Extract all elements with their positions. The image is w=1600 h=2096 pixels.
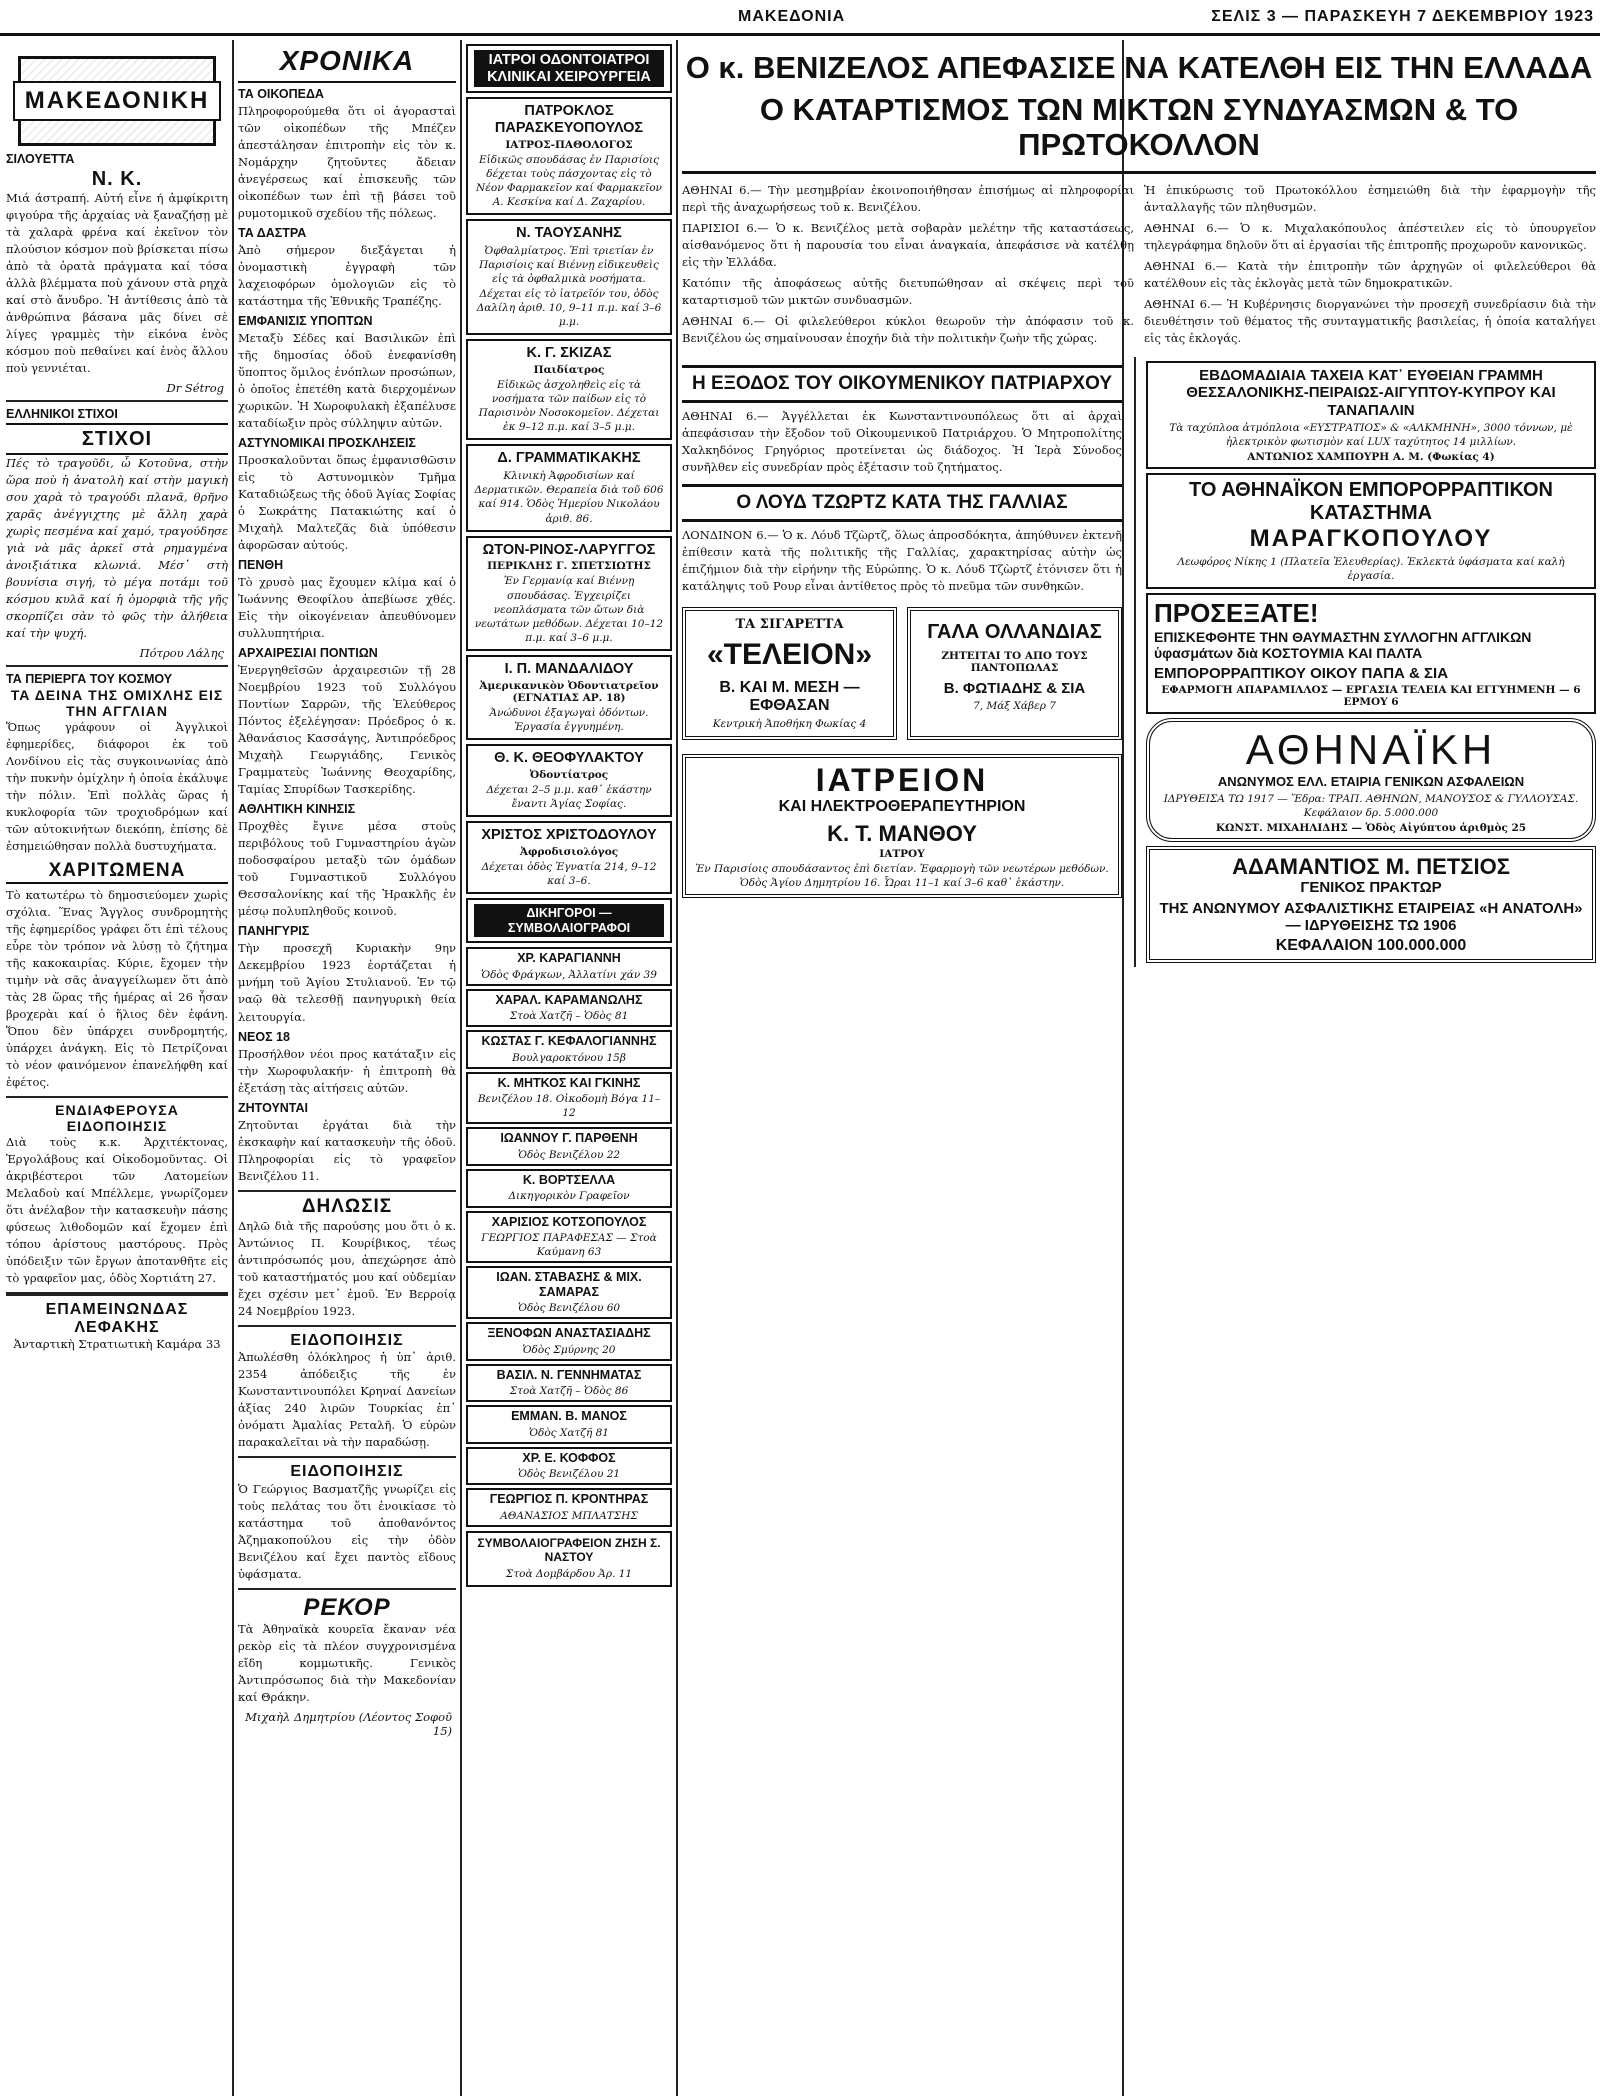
chronicle-text: Τὴν προσεχῆ Κυριακὴν 9ην Δεκεμβρίου 1923 ἑορτάζεται ἡ μνήμη τοῦ Ἁγίου Στυλιανοῦ. Ἐν τῷ ναῷ θὰ τελεσθῇ πανηγυρικὴ θεία λειτουργία.	[238, 941, 456, 1024]
article-text: Τὸ κατωτέρω τὸ δημοσιεύομεν χωρὶς σχόλια. Ἕνας Ἄγγλος συνδρομητὴς τῆς ἐφημερίδος γράφει ὅτι ἐπὶ τέλους εὗρε τὸν τρόπον νὰ λύσῃ τὸ ζήτημα τῆς κακοκαιρίας. Κύριε, ἔχομεν τὴν τιμὴν νὰ σᾶς ἀναγγείλωμεν ὅτι ἀπὸ τὰς 28 ὥρας τῆς ἡμέρας αἱ 26 ἦσαν βροχερὰι καί ὁ ἥλιος δὲν ἐφάνη. Ὅπου δὲν ὑπάρχει συνδρομητής, ὑπάρχει ἀνάγκη. Εἰς τὸ Πετρίζοναι τὸ νέον φαινόμενον ἐπανελήφθη καί ἐφέτος.	[6, 888, 228, 1090]
attention-ad	[1146, 593, 1596, 714]
lower-main-left	[682, 357, 1122, 967]
lawyer-name: ΧΑΡΑΛ. ΚΑΡΑΜΑΝΩΛΗΣ	[495, 992, 643, 1007]
clinic-subtitle: ΚΑΙ ΗΛΕΚΤΡΟΘΕΡΑΠΕΥΤΗΡΙΟΝ	[778, 798, 1026, 816]
doctor-ad	[466, 219, 672, 335]
doctor-details: Ἐν Γερμανίᾳ καί Βιέννῃ σπουδάσας. Ἐγχειρίζει νεοπλάσματα τῶν ὤτων διὰ νεωτάτων μεθόδων. Δέχεται 10–12 π.μ. καί 3–6 μ.μ.	[474, 575, 664, 645]
lead-paragraph: ΑΘΗΝΑΙ 6.— Κατὰ τὴν ἐπιτροπὴν τῶν ἀρχηγῶν οἱ φιλελεύθεροι θὰ κατέλθουν εἰς τὰς ἐκλογὰς μετὰ τῶν δημοκρατικῶν.	[1144, 258, 1596, 290]
divider	[6, 1292, 228, 1296]
chronicle-text: Τὸ χρυσὸ μας ἔχουμεν κλίμα καί ὁ Ἰωάννης Θεοφίλου ἀπεβίωσε χθές. Εἰς τὴν οἰκογένειαν ἀπευθύνομεν συλλυπητήρια.	[238, 575, 456, 641]
store-name: ΜΑΡΑΓΚΟΠΟΥΛΟΥ	[1249, 525, 1493, 553]
lawyers-list	[466, 947, 672, 1527]
attention-footer: ΕΦΑΡΜΟΓΗ ΑΠΑΡΑΜΙΛΛΟΣ — ΕΡΓΑΣΙΑ ΤΕΛΕΙΑ ΚΑΙ ΕΓΓΥΗΜΕΝΗ — 6 ΕΡΜΟΥ 6	[1161, 684, 1581, 709]
store-title: ΤΟ ΑΘΗΝΑΪΚΟΝ ΕΜΠΟΡΟΡΡΑΠΤΙΚΟΝ ΚΑΤΑΣΤΗΜΑ	[1189, 479, 1553, 525]
lawyer-name: ΕΜΜΑΝ. Β. ΜΑΝΟΣ	[511, 1409, 627, 1424]
ad-header: ΤΑ ΣΙΓΑΡΕΤΤΑ	[735, 617, 844, 633]
section-label: ΤΑ ΠΕΡΙΕΡΓΑ ΤΟΥ ΚΟΣΜΟΥ	[6, 672, 173, 687]
petsios-company: ΤΗΣ ΑΝΩΝΥΜΟΥ ΑΣΦΑΛΙΣΤΙΚΗΣ ΕΤΑΙΡΕΙΑΣ «Η ΑΝΑΤΟΛΗ» — ΙΔΡΥΘΕΙΣΗΣ ΤΩ 1906	[1159, 899, 1583, 934]
column-rule	[676, 40, 678, 2096]
main-news-area	[682, 40, 1596, 2096]
lawyer-ad	[466, 1488, 672, 1527]
ad-brand: «ΤΕΛΕΙΟΝ»	[706, 638, 873, 672]
lower-main-right	[1134, 357, 1596, 967]
masthead-logo	[18, 56, 216, 146]
chronicle-heading: ΝΕΟΣ 18	[238, 1029, 290, 1044]
doctor-details: Εἰδικῶς σπουδάσας ἐν Παρισίοις δέχεται τοὺς πάσχοντας εἰς τὸ Νέον Φαρμακεῖον καί Φαρμακεῖον Α. Κεσκίνα καί Δ. Ζαχαρίου.	[476, 153, 662, 209]
lead-paragraph: ΑΘΗΝΑΙ 6.— Ὁ κ. Μιχαλακόπουλος ἀπέστειλεν εἰς τὸ ὑπουργεῖον τηλεγράφημα δηλοῦν ὅτι αἱ ἐργασίαι τῆς ἐπιτροπῆς προχωροῦν κανονικῶς.	[1144, 220, 1596, 252]
article-title: ΡΕΚΟΡ	[303, 1593, 391, 1621]
chronicle-heading: ΑΣΤΥΝΟΜΙΚΑΙ ΠΡΟΣΚΛΗΣΕΙΣ	[238, 436, 416, 451]
ad-footer: 7, Μάξ Χάβερ 7	[973, 700, 1056, 713]
doctor-name: ΙΑΤΡΟΙ ΟΔΟΝΤΟΙΑΤΡΟΙ ΚΛΙΝΙΚΑΙ ΧΕΙΡΟΥΡΓΕΙΑ	[474, 50, 664, 87]
chronicle-text: Μεταξὺ Σέδες καί Βασιλικῶν ἐπὶ τῆς δημοσίας ὁδοῦ ἐνεφανίσθη ὕποπτος ὅμιλος ἐνόπλων προσώπων, ὁ ὁποῖος ἐπετέθη κατὰ διερχομένων χωρικῶν. Ἡ Χωροφυλακὴ ἐξαπέλυσε καταδίωξιν πρὸς σύλληψιν αὐτῶν.	[238, 330, 456, 431]
chronicles-title: ΧΡΟΝΙΚΑ	[238, 46, 456, 83]
article-text: Ὅπως γράφουν οἱ Ἀγγλικοὶ ἐφημερίδες, διάφοροι ἐκ τοῦ Λονδίνου εἰς τὰς συγκοινωνίας ἀπὸ τὴν πυκνὴν ὁμίχλην ἡ ὁποία ἐκάλυψε τὴν πόλιν. Ἐπὶ πολλὰς ὥρας ἡ κυκλοφορία τῶν τροχιοδρόμων καί τῶν αὐτοκινήτων διεκόπη, ἐπίσης δὲ ἐσημειώθησαν πολλὰ δυστυχήματα.	[6, 720, 228, 854]
divider	[238, 1588, 456, 1590]
doctor-ad	[466, 97, 672, 215]
page-dateline: ΣΕΛΙΣ 3 — ΠΑΡΑΣΚΕΥΗ 7 ΔΕΚΕΜΒΡΙΟΥ 1923	[1211, 8, 1594, 25]
chronicle-heading: ΤΑ ΟΙΚΟΠΕΔΑ	[238, 86, 324, 101]
petsios-name: ΑΔΑΜΑΝΤΙΟΣ Μ. ΠΕΤΣΙΟΣ	[1232, 854, 1510, 879]
milk-ad	[907, 607, 1122, 739]
lawyer-ad	[466, 1211, 672, 1264]
section-label: ΕΛΛΗΝΙΚΟΙ ΣΤΙΧΟΙ	[6, 407, 118, 422]
lead-paragraph: ΑΘΗΝΑΙ 6.— Οἱ φιλελεύθεροι κύκλοι θεωροῦν τὴν ἀπόφασιν τοῦ κ. Βενιζέλου ὡς σημαίνουσαν ἐποχήν διὰ τὴν πολιτικὴν ζωὴν τῆς χώρας.	[682, 314, 1134, 346]
doctor-name: ΠΑΤΡΟΚΛΟΣ ΠΑΡΑΣΚΕΥΟΠΟΥΛΟΣ	[494, 103, 644, 137]
petsios-capital: ΚΕΦΑΛΑΙΟΝ 100.000.000	[1275, 937, 1467, 955]
chronicle-text: Προσκαλοῦνται ὅπως ἐμφανισθῶσιν εἰς τὸ Αστυνομικὸν Τμῆμα Καταδιώξεως τῆς ὁδοῦ Ἁγίας Σοφίας ὁ Σωκράτης Πατακιώτης καί ὁ Μιχαὴλ Μαλτεζᾶς διὰ ὑπόθεσιν ἀφορῶσαν αὐτούς.	[238, 453, 456, 553]
article-title: ΕΙΔΟΠΟΙΗΣΙΣ	[290, 1331, 404, 1349]
column-rule	[232, 40, 234, 2096]
logo-text: ΜΑΚΕΔΟΝΙΚΗ	[13, 81, 222, 121]
lawyer-name: ΧΡ. ΚΑΡΑΓΙΑΝΝΗ	[517, 951, 621, 966]
divider	[6, 665, 228, 667]
lead-paragraph: ΠΑΡΙΣΙΟΙ 6.— Ὁ κ. Βενιζέλος μετὰ σοβαρὰν μελέτην τῆς καταστάσεως, αἰσθανόμενος ὅτι ἡ παρουσία του εἶναι ἀναγκαία, ἀπεφάσισε νὰ κατέλθῃ εἰς τὴν Ἑλλάδα.	[682, 220, 1134, 269]
notary-address: Στοὰ Δομβάρδου Ἀρ. 11	[505, 1567, 633, 1580]
chronicle-heading: ΖΗΤΟΥΝΤΑΙ	[238, 1100, 309, 1115]
attention-title: ΠΡΟΣΕΞΑΤΕ!	[1154, 598, 1319, 629]
divider	[238, 1456, 456, 1458]
running-header	[0, 0, 1600, 36]
lawyer-address: ΓΕΩΡΓΙΟΣ ΠΑΡΑΦΕΣΑΣ — Στοὰ Καύμανη 63	[481, 1231, 657, 1259]
lloyd-george-text: ΛΟΝΔΙΝΟΝ 6.— Ὁ κ. Λόυδ Τζὼρτζ, ὅλως ἀπροσδόκητα, ἀπηύθυνεν ἐκτενῆ ἐπίθεσιν κατὰ τῆς πολιτικῆς τῆς Γαλλίας, χαρακτηρίσας αὐτὴν ὡς ἐπιζήμιον διὰ τὴν εἰρήνην τῆς Εὐρώπης. Ὁ κ. Λόυδ Τζὼρτζ ἐτόνισεν ὅτι ἡ κατάληψις τοῦ Ρουρ εἶναι ἀντίθετος πρὸς τὸ πνεῦμα τῶν συνθηκῶν.	[682, 528, 1122, 594]
column-rule	[460, 40, 462, 2096]
shipping-agent: ΑΝΤΩΝΙΟΣ ΧΑΜΠΟΥΡΗ Α. Μ. (Φωκίας 4)	[1247, 451, 1495, 464]
doctor-specialty: ΙΑΤΡΟΣ-ΠΑΘΟΛΟΓΟΣ	[505, 138, 633, 151]
lawyer-address: Ὁδὸς Βενιζέλου 22	[517, 1148, 621, 1161]
doctor-specialty: Παιδίατρος	[533, 363, 605, 376]
shipping-ad	[1146, 361, 1596, 469]
doctor-specialty: Ὀδοντίατρος	[529, 769, 609, 782]
insurance-agent: ΚΩΝΣΤ. ΜΙΧΑΗΛΙΔΗΣ — Ὁδὸς Αἰγύπτου ἀριθμὸς 25	[1215, 822, 1527, 834]
product-ads	[682, 603, 1122, 743]
doctor-ad	[466, 744, 672, 817]
ad-footer: Κεντρικὴ Ἀποθήκη Φωκίας 4	[712, 718, 867, 731]
doctor-details: Κλινικὴ Ἀφροδισίων καί Δερματικῶν. Θεραπεία διὰ τοῦ 606 καί 914. Ὁδὸς Ἡμερίου Νικολάου ἀριθ. 86.	[474, 470, 664, 525]
doctor-details: Ὀφθαλμίατρος. Ἐπὶ τριετίαν ἐν Παρισίοις καί Βιέννῃ εἰδικευθεὶς εἰς τὰ ὀφθαλμικὰ νοσήματα. Δέχεται εἰς τὸ ἰατρεῖόν του, ὁδὸς Δαλίλη ἀριθ. 10, 9–11 π.μ. καί 3–6 μ.μ.	[476, 245, 662, 328]
doctor-name: Ν. ΤΑΟΥΣΑΝΗΣ	[516, 225, 622, 242]
chronicle-heading: ΠΕΝΘΗ	[238, 558, 284, 573]
lead-story	[682, 182, 1596, 351]
article-text: Διὰ τοὺς κ.κ. Ἀρχιτέκτονας, Ἐργολάβους καί Οἰκοδομοῦντας. Οἱ ἀκριβέστεροι τῶν Λατομείων Μελαδοὺ καί Μπέλλεμε, γνωρίζομεν ὅτι ἀνέλαβον τὴν κατασκευὴν πάσης φύσεως λιθοδομῶν καί ἔχομεν ἐπὶ τόπου ἀρίστους μαστόρους. Πρὸς ὑπόδειξιν τῶν ἔργων ἀποτανθῆτε εἰς τὸ γραφεῖον μας, ὁδὸς Χορτιάτη 27.	[6, 1135, 228, 1286]
lawyer-name: Κ. ΜΗΤΚΟΣ ΚΑΙ ΓΚΙΝΗΣ	[497, 1075, 641, 1090]
chronicle-heading: ΑΡΧΑΙΡΕΣΙΑΙ ΠΟΝΤΙΩΝ	[238, 646, 378, 661]
doctor-name: ΩΤΟΝ-ΡΙΝΟΣ-ΛΑΡΥΓΓΟΣ	[482, 541, 656, 558]
clinic-doctor: Κ. Τ. ΜΑΝΘΟΥ	[827, 820, 977, 846]
lawyer-name: ΙΩΑΝΝΟΥ Γ. ΠΑΡΘΕΝΗ	[500, 1131, 638, 1146]
lawyer-ad	[466, 1072, 672, 1125]
article-text: Ἀπωλέσθη ὁλόκληρος ἡ ὑπ᾽ ἀριθ. 2354 ἀπόδειξις τῆς ἐν Κωνσταντινουπόλει Κρηναί Δανείων ἀξίας 240 λιρῶν Τουρκίας ἐπ᾽ ὀνόματι Ἀμαλίας Ρεταλῆ. Ὁ εὑρὼν παρακαλεῖται νὰ τὴν παραδώσῃ.	[238, 1350, 456, 1450]
article-title: ΕΝΔΙΑΦΕΡΟΥΣΑ ΕΙΔΟΠΟΙΗΣΙΣ	[55, 1102, 179, 1134]
column-3	[466, 40, 672, 2096]
ad-maker: Β. ΚΑΙ Μ. ΜΕΣΗ — ΕΦΘΑΣΑΝ	[719, 678, 860, 715]
doctor-details: Εἰδικῶς ἀσχοληθεὶς εἰς τὰ νοσήματα τῶν παίδων εἰς τὸ Παρισινὸν Νοσοκομεῖον. Δέχεται ἐκ 9–12 π.μ. καί 3–5 μ.μ.	[478, 378, 660, 434]
ad-subtitle: Ἀνταρτικὴ Στρατιωτικὴ Καμάρα 33	[13, 1337, 221, 1352]
section-label: ΣΙΛΟΥΕΤΤΑ	[6, 152, 75, 166]
shipping-text: Τὰ ταχύπλοα ἀτμόπλοια «ΕΥΣΤΡΑΤΙΟΣ» & «ΑΛΚΜΗΝΗ», 3000 τόννων, μὲ ἠλεκτρικὸν φωτισμὸν καί LUX ταχύτητος 14 μιλλίων.	[1169, 421, 1573, 448]
lawyer-address: Ὁδὸς Βενιζέλου 60	[517, 1302, 621, 1315]
lawyer-ad	[466, 1030, 672, 1069]
chronicle-text: Πληροφορούμεθα ὅτι οἱ ἀγορασταὶ τῶν οἰκοπέδων τῆς Μπέζεν ἀπεστάλησαν ἐπιτροπὴν εἰς τὸν κ. Νομάρχην ζητοῦντες ἄδειαν ἀνεγέρσεως καί ἐπισκευῆς τῶν οἰκοπέδων των ἐπὶ τῇ βάσει τοῦ ρυμοτομικοῦ σχεδίου τῆς πόλεως.	[238, 103, 456, 220]
chronicle-text: Προχθὲς ἔγινε μέσα στοὺς περιβόλους τοῦ Γυμναστηρίου ἀγὼν ποδοσφαίρου μεταξὺ τῶν ὁμάδων τοῦ Γυμναστικοῦ Συλλόγου Θεσσαλονίκης καί τῆς Ἠρακλῆς ἐν μέσῳ πολυπληθοῦς κοινοῦ.	[238, 819, 456, 919]
lawyer-ad	[466, 1364, 672, 1403]
lead-paragraph: Ἡ ἐπικύρωσις τοῦ Πρωτοκόλλου ἐσημειώθη διὰ τὴν ἐφαρμογὴν τῆς ἀνταλλαγῆς τῶν πληθυσμῶν.	[1144, 182, 1596, 214]
lawyer-address: Στοὰ Χατζῆ – Ὁδὸς 86	[509, 1385, 629, 1398]
lawyer-address: Δικηγορικὸν Γραφεῖον	[508, 1190, 630, 1203]
patriarch-text: ΑΘΗΝΑΙ 6.— Ἀγγέλλεται ἐκ Κωνσταντινουπόλεως ὅτι αἱ ἀρχαὶ ἀπεφάσισαν τὴν ἔξοδον τοῦ Οἰκουμενικοῦ Πατριάρχου. Ὁ Μητροπολίτης Χαλκηδόνος Γρηγόριος προτείνεται ὡς διάδοχος. Ἡ Ἱερὰ Σύνοδος συνῆλθεν εἰς συνεδρίαν πρὸς ἐξέτασιν τοῦ ζητήματος.	[682, 409, 1122, 475]
divider	[238, 1325, 456, 1327]
ad-maker: Β. ΦΩΤΙΑΔΗΣ & ΣΙΑ	[943, 680, 1086, 698]
lawyer-ad	[466, 947, 672, 986]
insurance-text: ΙΔΡΥΘΕΙΣΑ ΤΩ 1917 — Ἕδρα: ΤΡΑΠ. ΑΘΗΝΩΝ, ΜΑΝΟΥΣΟΣ & ΓΥΛΛΟΥΣΑΣ. Κεφάλαιον δρ. 5.000.000	[1163, 792, 1579, 819]
lawyer-address: Ὁδὸς Χατζῆ 81	[529, 1426, 609, 1439]
lawyer-ad	[466, 1405, 672, 1444]
signature: Πότρου Λάλης	[139, 646, 224, 661]
lawyer-address: Ὁδὸς Φράγκων, Ἀλλατίνι χάν 39	[481, 968, 657, 981]
lead-story-col	[1144, 182, 1596, 351]
poem-text: Πές τὸ τραγοῦδι, ὦ Κοτοῦνα, στὴν ὥρα ποὺ ἡ ἀνατολὴ καί στὴν μαγικὴ σου χαρὰ τὸ τραγούδι πλανᾶ, θρῆνο χαρᾶς ἀνέγγιχτης μὲ ἄλλη χαρὰ χωρὶς πεσμένα καί χαμό, τραγούδησε γιὰ νὰ μᾶς ἀρκεῖ στὰ ρημαγμένα ἀνοιξιάτικα κλωνιά. Μέσ᾽ στὴ βουνίσια σιγή, τὸ μέγα ποτάμι τοῦ κόσμου κυλᾶ καί ἡ ὁμορφιὰ τῆς γῆς σκορπίζει σὰν τὸ φῶς τὴν ἀλήθεια καί τὴν ψυχή.	[6, 456, 228, 641]
divider	[6, 400, 228, 402]
chronicle-text: Ἐνεργηθεῖσῶν ἀρχαιρεσιῶν τῇ 28 Νοεμβρίου 1923 τοῦ Συλλόγου Ποντίων Σαρρῶν, τῆς Ἐλεύθερος Πόντος ἐξελέγησαν: Πρόεδρος ὁ κ. Ἀθανάσιος Κασσάγης, Ἀντιπρόεδρος Μιχαὴλ Γεωργιάδης, Γενικὸς Γραμματεὺς Ἰωάννης Θεοχαρίδης, Ταμίας Σπυρίδων Τασκερίδης.	[238, 663, 456, 797]
attention-company: ΕΜΠΟΡΟΡΡΑΠΤΙΚΟΥ ΟΙΚΟΥ ΠΑΠΑ & ΣΙΑ	[1154, 665, 1449, 683]
headline-secondary: Ο ΚΑΤΑΡΤΙΣΜΟΣ ΤΩΝ ΜΙΚΤΩΝ ΣΥΝΔΥΑΣΜΩΝ & ΤΟ ΠΡΩΤΟΚΟΛΛΟΝ	[682, 92, 1596, 174]
article-text: Τὰ Ἀθηναϊκὰ κουρεῖα ἔκαναν νέα ρεκὸρ εἰς τὰ πλέον συγχρονισμένα εἴδη κομμωτικῆς. Γενικὸς Ἀντιπρόσωπος διὰ τὴν Μακεδονίαν καί Θράκην.	[238, 1622, 456, 1705]
doctor-details: Δέχεται ὁδὸς Ἐγνατία 214, 9–12 καί 3–6.	[481, 861, 657, 888]
ad-title: ΕΠΑΜΕΙΝΩΝΔΑΣ ΛΕΦΑΚΗΣ	[45, 1301, 189, 1336]
lawyer-name: ΒΑΣΙΛ. Ν. ΓΕΝΝΗΜΑΤΑΣ	[496, 1367, 642, 1382]
doctor-name: Ι. Π. ΜΑΝΔΑΛΙΔΟΥ	[504, 661, 634, 678]
newspaper-name: ΜΑΚΕΔΟΝΙΑ	[738, 8, 846, 25]
doctor-name: Κ. Γ. ΣΚΙΖΑΣ	[526, 345, 612, 362]
doctor-ad	[466, 821, 672, 894]
shipping-title: ΕΒΔΟΜΑΔΙΑΙΑ ΤΑΧΕΙΑ ΚΑΤ᾽ ΕΥΘΕΙΑΝ ΓΡΑΜΜΗ	[1199, 367, 1543, 385]
lawyers-header	[466, 898, 672, 943]
doctor-specialty: Ἀμερικανικὸν Ὀδοντιατρεῖον (ΕΓΝΑΤΙΑΣ ΑΡ. 18)	[479, 680, 659, 704]
article-title: ΣΤΙΧΟΙ	[6, 423, 228, 455]
clinic-title: ΙΑΤΡΕΙΟΝ	[815, 761, 989, 798]
lead-paragraph: Κατόπιν τῆς ἀποφάσεως αὐτῆς διετυπώθησαν αἱ σκέψεις περὶ τοῦ καταρτισμοῦ τῶν μικτῶν συνδυασμῶν.	[682, 276, 1134, 308]
doctor-name: ΧΡΙΣΤΟΣ ΧΡΙΣΤΟΔΟΥΛΟΥ	[481, 827, 657, 844]
lawyer-name: ΚΩΣΤΑΣ Γ. ΚΕΦΑΛΟΓΙΑΝΝΗΣ	[481, 1034, 657, 1049]
notary-name: ΣΥΜΒΟΛΑΙΟΓΡΑΦΕΙΟΝ ΖΗΣΗ Σ. ΝΑΣΤΟΥ	[477, 1535, 661, 1564]
insurance-ad	[1146, 718, 1596, 842]
clinic-role: ΙΑΤΡΟΥ	[879, 848, 925, 861]
insurance-name: ΑΘΗΝΑΪΚΗ	[1245, 726, 1497, 774]
lawyer-ad	[466, 1447, 672, 1486]
lawyer-address: Στοὰ Χατζῆ – Ὁδὸς 81	[509, 1010, 629, 1023]
lawyer-ad	[466, 1266, 672, 1319]
lead-story-col	[682, 182, 1134, 351]
patriarch-headline: Η ΕΞΟΔΟΣ ΤΟΥ ΟΙΚΟΥΜΕΝΙΚΟΥ ΠΑΤΡΙΑΡΧΟΥ	[682, 365, 1122, 403]
lawyer-name: ΧΡ. Ε. ΚΟΦΦΟΣ	[522, 1450, 616, 1465]
lawyer-ad	[466, 989, 672, 1028]
chronicle-heading: ΤΑ ΔΑΣΤΡΑ	[238, 225, 307, 240]
lawyer-address: Βενιζέλου 18. Οἰκοδομὴ Βόγα 11–12	[477, 1093, 661, 1120]
doctor-ad	[466, 536, 672, 652]
divider	[6, 1096, 228, 1098]
signature: Dr Sétrog	[166, 381, 224, 396]
article-text: Μιά άστραπή. Αὐτή εἶνε ή ἀμφίκριτη φιγούρα τῆς ἀρχαίας νὰ ξαναζήσῃ μὲ τὰ χαλαρὰ φρένα καί ἐκεῖνον τὸν πλούσιον κόσμον ποὺ βρίσκεται πίσω ἀπὸ τὰ ὁρατὰ πράγματα καί τόσα ἀλλὰ βλέμματα ποὺ χάνουν στὰ ρηχὰ καί στὸ ἄνυδρο. Ἡ ἀντίθεσις ἀπὸ τὰ ἀνθρώπινα βάσανα μᾶς δίνει σὲ λίγες γραμμὲς τὴν εἰκόνα ἑνὸς κόσμου ποὺ πεθαίνει καί ἑνὸς ἄλλου ποὺ γεννιέται.	[6, 191, 228, 376]
lawyer-name: ΓΕΩΡΓΙΟΣ Π. ΚΡΟΝΤΗΡΑΣ	[489, 1492, 649, 1507]
cigarette-ad	[682, 607, 897, 739]
chronicle-heading: ΠΑΝΗΓΥΡΙΣ	[238, 924, 310, 939]
article-text: Ὁ Γεώργιος Βασματζῆς γνωρίζει εἰς τοὺς πελάτας του ὅτι ἐνοικίασε τὸ κατάστημα τοῦ ἀποθανόντος Ἀζημακοπούλου εἰς τὴν ὁδὸν Βενιζέλου καί ἔχει παντὸς εἴδους ὑφάσματα.	[238, 1481, 456, 1581]
doctor-specialty: ΠΕΡΙΚΛΗΣ Γ. ΣΠΕΤΣΙΩΤΗΣ	[487, 560, 651, 573]
doctor-name: Θ. Κ. ΘΕΟΦΥΛΑΚΤΟΥ	[494, 750, 644, 767]
shipping-route: ΘΕΣΣΑΛΟΝΙΚΗΣ-ΠΕΙΡΑΙΩΣ-ΑΙΓΥΠΤΟΥ-ΚΥΠΡΟΥ ΚΑΙ ΤΑΝΑΠΑΛΙΝ	[1186, 384, 1556, 419]
lawyer-name: ΧΑΡΙΣΙΟΣ ΚΟΤΣΟΠΟΥΛΟΣ	[491, 1214, 647, 1229]
chronicle-heading: ΕΜΦΑΝΙΣΙΣ ΥΠΟΠΤΩΝ	[238, 313, 373, 328]
chronicles-list	[238, 87, 456, 1185]
lawyer-address: Βουλγαροκτόνου 15β	[512, 1051, 626, 1064]
attention-text: ΕΠΙΣΚΕΦΘΗΤΕ ΤΗΝ ΘΑΥΜΑΣΤΗΝ ΣΥΛΛΟΓΗΝ ΑΓΓΛΙΚΩΝ ὑφασμάτων διὰ ΚΟΣΤΟΥΜΙΑ ΚΑΙ ΠΑΛΤΑ	[1154, 628, 1532, 662]
signature: Μιχαὴλ Δημητρίου (Λέοντος Σοφοῦ 15)	[245, 1710, 452, 1739]
doctor-ad	[466, 44, 672, 93]
lawyers-title: ΔΙΚΗΓΟΡΟΙ — ΣΥΜΒΟΛΑΙΟΓΡΑΦΟΙ	[474, 904, 664, 937]
chronicle-text: Ἀπὸ σήμερον διεξάγεται ἡ ὀνομαστικὴ ἐγγραφὴ τῶν λαχειοφόρων ὁμολογιῶν εἰς τὸ κατάστημα τῆς Ἐθνικῆς Τραπέζης.	[238, 242, 456, 308]
article-text: Δηλῶ διὰ τῆς παρούσης μου ὅτι ὁ κ. Ἀντώνιος Π. Κουρίβικος, τέως ἀντιπρόσωπός μου, ἀπεχώρησε ἀπὸ τοῦ καταστήματός μου καί οὐδεμίαν ἔχει σχέσιν μετ᾽ ἐμοῦ. Ἐν Βερροίᾳ 24 Νοεμβρίου 1923.	[238, 1218, 456, 1318]
lawyer-address: Ὁδὸς Σμύρνης 20	[522, 1343, 616, 1356]
doctor-specialty: Ἀφροδισιολόγος	[519, 846, 619, 859]
column-1	[6, 40, 228, 2096]
ad-brand: ΓΑΛΑ ΟΛΛΑΝΔΙΑΣ	[927, 621, 1102, 644]
lawyer-ad	[466, 1169, 672, 1208]
petsios-ad	[1146, 846, 1596, 963]
doctor-details: Ἀνώδυνοι ἐξαγωγαὶ ὀδόντων. Ἐργασία ἐγγυημένη.	[489, 707, 649, 734]
insurance-subtitle: ΑΝΩΝΥΜΟΣ ΕΛΛ. ΕΤΑΙΡΙΑ ΓΕΝΙΚΩΝ ΑΣΦΑΛΕΙΩΝ	[1217, 773, 1525, 789]
lloyd-george-headline: Ο ΛΟΥΔ ΤΖΩΡΤΖ ΚΑΤΑ ΤΗΣ ΓΑΛΛΙΑΣ	[682, 484, 1122, 522]
chronicle-text: Προσήλθον νέοι προς κατάταξιν εἰς τὴν Χωροφυλακήν· ἡ ἐπιτροπὴ θὰ ἐξετάσῃ τὰς αἰτήσεις αὐτῶν.	[238, 1046, 456, 1095]
lawyer-name: ΙΩΑΝ. ΣΤΑΒΑΣΗΣ & ΜΙΧ. ΣΑΜΑΡΑΣ	[496, 1270, 642, 1299]
clinic-text: Ἐν Παρισίοις σπουδάσαντος ἐπὶ διετίαν. Ἐφαρμογὴ τῶν νεωτέρων μεθόδων. Ὁδὸς Ἁγίου Δημητρίου 16. Ὧραι 11–1 καί 3–6 καθ᾽ ἑκάστην.	[695, 863, 1109, 890]
divider	[238, 1190, 456, 1192]
lawyer-ad	[466, 1127, 672, 1166]
doctor-details: Δέχεται 2–5 μ.μ. καθ᾽ ἑκάστην ἔναντι Ἁγίας Σοφίας.	[486, 784, 652, 811]
doctor-ad	[466, 444, 672, 531]
lead-paragraph: ΑΘΗΝΑΙ 6.— Τὴν μεσημβρίαν ἐκοινοποιήθησαν ἐπισήμως αἱ πληροφορίαι περὶ τῆς ἀναχωρήσεως τοῦ κ. Βενιζέλου.	[682, 182, 1134, 214]
article-title: ΕΙΔΟΠΟΙΗΣΙΣ	[290, 1463, 404, 1481]
article-title: ΧΑΡΙΤΩΜΕΝΑ	[6, 861, 228, 884]
article-title: ΔΗΛΩΣΙΣ	[301, 1195, 393, 1217]
petsios-role: ΓΕΝΙΚΟΣ ΠΡΑΚΤΩΡ	[1300, 879, 1442, 897]
lawyer-address: Ὁδὸς Βενιζέλου 21	[517, 1468, 621, 1481]
store-text: Λεωφόρος Νίκης 1 (Πλατεῖα Ἐλευθερίας). Ἐκλεκτὰ ὑφάσματα καί καλὴ ἐργασία.	[1177, 555, 1565, 582]
doctor-ad	[466, 655, 672, 740]
lead-paragraph: ΑΘΗΝΑΙ 6.— Ἡ Κυβέρνησις διοργανώνει τὴν προσεχῆ συνεδρίασιν διὰ τὴν διευθέτησιν τοῦ θέματος τῆς συνταγματικῆς βασιλείας, ἡ ὁποία καταλήγει εἰς τὰς ἐκλογάς.	[1144, 297, 1596, 346]
doctor-name: Δ. ΓΡΑΜΜΑΤΙΚΑΚΗΣ	[497, 450, 641, 467]
doctor-ad	[466, 339, 672, 440]
ad-header: ΖΗΤΕΙΤΑΙ ΤΟ ΑΠΟ ΤΟΥΣ ΠΑΝΤΟΠΩΛΑΣ	[941, 650, 1088, 675]
column-2	[238, 40, 456, 2096]
notary-ad	[466, 1531, 672, 1587]
chronicle-heading: ΑΘΛΗΤΙΚΗ ΚΙΝΗΣΙΣ	[238, 802, 356, 817]
lawyer-name: ΞΕΝΟΦΩΝ ΑΝΑΣΤΑΣΙΑΔΗΣ	[487, 1326, 651, 1341]
store-ad	[1146, 473, 1596, 589]
headline-primary: Ο κ. ΒΕΝΙΖΕΛΟΣ ΑΠΕΦΑΣΙΣΕ ΝΑ ΚΑΤΕΛΘΗ ΕΙΣ ΤΗΝ ΕΛΛΑΔΑ	[685, 50, 1593, 85]
chronicle-text: Ζητοῦνται ἐργάται διὰ τὴν ἐκσκαφὴν καί κατασκευὴν τῆς ὁδοῦ. Πληροφορίαι εἰς τὸ γραφεῖον Βενιζέλου 11.	[238, 1117, 456, 1183]
lawyer-ad	[466, 1322, 672, 1361]
lawyer-address: ΑΘΑΝΑΣΙΟΣ ΜΠΛΑΤΣΗΣ	[500, 1509, 638, 1522]
article-title: ΤΑ ΔΕΙΝΑ ΤΗΣ ΟΜΙΧΛΗΣ ΕΙΣ ΤΗΝ ΑΓΓΛΙΑΝ	[10, 687, 224, 719]
doctors-ads	[466, 44, 672, 894]
lower-main	[682, 357, 1596, 967]
article-title: Ν. Κ.	[91, 168, 143, 190]
lawyer-name: Κ. ΒΟΡΤΣΕΛΛΑ	[522, 1173, 616, 1188]
clinic-ad	[682, 754, 1122, 899]
